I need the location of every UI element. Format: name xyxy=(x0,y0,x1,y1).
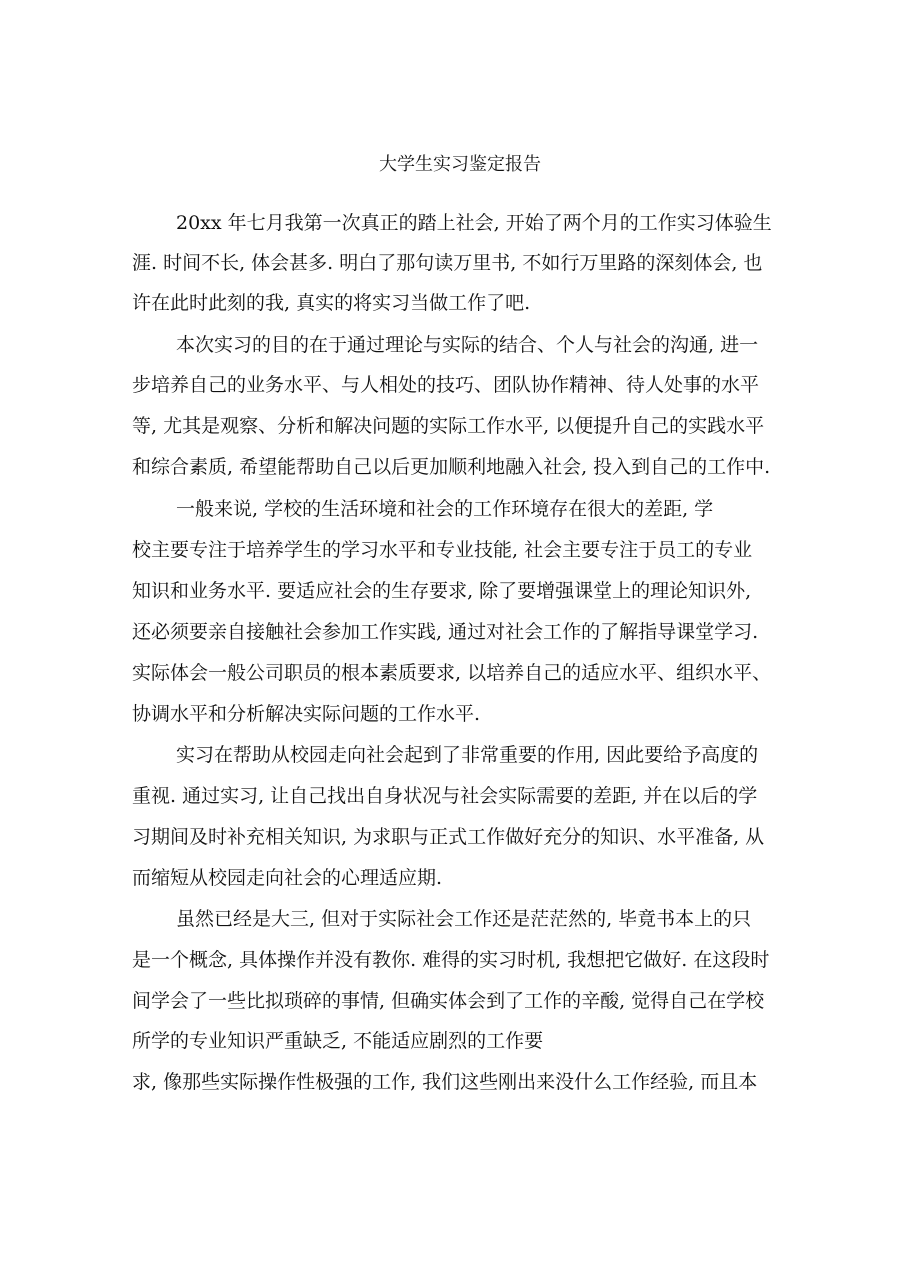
body-line: 校主要专注于培养学生的学习水平和专业技能, 社会主要专注于员工的专业 xyxy=(132,539,753,561)
body-line: 等, 尤其是观察、分析和解决问题的实际工作水平, 以便提升自己的实践水平 xyxy=(132,415,765,437)
body-line: 习期间及时补充相关知识, 为求职与正式工作做好充分的知识、水平准备, 从 xyxy=(132,826,765,848)
body-line: 知识和业务水平. 要适应社会的生存要求, 除了要增强课堂上的理论知识外, xyxy=(132,580,752,602)
body-line: 而缩短从校园走向社会的心理适应期. xyxy=(132,867,443,889)
body-line: 协调水平和分析解决实际问题的工作水平. xyxy=(132,703,481,725)
body-line: 本次实习的目的在于通过理论与实际的结合、个人与社会的沟通, 进一 xyxy=(176,334,759,356)
body-line: 涯. 时间不长, 体会甚多. 明白了那句读万里书, 不如行万里路的深刻体会, 也 xyxy=(132,252,763,274)
document-title: 大学生实习鉴定报告 xyxy=(379,154,541,175)
body-line: 求, 像那些实际操作性极强的工作, 我们这些刚出来没什么工作经验, 而且本 xyxy=(132,1071,758,1093)
body-line: 重视. 通过实习, 让自己找出自身状况与社会实际需要的差距, 并在以后的学 xyxy=(132,785,758,807)
body-line: 还必须要亲自接触社会参加工作实践, 通过对社会工作的了解指导课堂学习. xyxy=(132,621,759,643)
body-line: 间学会了一些比拟琐碎的事情, 但确实体会到了工作的辛酸, 觉得自己在学校 xyxy=(132,990,765,1012)
body-line: 是一个概念, 具体操作并没有教你. 难得的实习时机, 我想把它做好. 在这段时 xyxy=(132,949,770,971)
body-line: 虽然已经是大三, 但对于实际社会工作还是茫茫然的, 毕竟书本上的只 xyxy=(176,908,752,930)
body-line: 20xx 年七月我第一次真正的踏上社会, 开始了两个月的工作实习体验生 xyxy=(176,212,772,234)
body-line: 和综合素质, 希望能帮助自己以后更加顺利地融入社会, 投入到自己的工作中. xyxy=(132,456,771,478)
body-line: 许在此时此刻的我, 真实的将实习当做工作了吧. xyxy=(132,292,531,314)
body-line: 实际体会一般公司职员的根本素质要求, 以培养自己的适应水平、组织水平、 xyxy=(132,662,772,684)
body-line: 步培养自己的业务水平、与人相处的技巧、团队协作精神、待人处事的水平 xyxy=(132,374,760,396)
body-line: 实习在帮助从校园走向社会起到了非常重要的作用, 因此要给予高度的 xyxy=(176,744,759,766)
body-line: 所学的专业知识严重缺乏, 不能适应剧烈的工作要 xyxy=(132,1030,544,1052)
body-line: 一般来说, 学校的生活环境和社会的工作环境存在很大的差距, 学 xyxy=(176,498,714,520)
